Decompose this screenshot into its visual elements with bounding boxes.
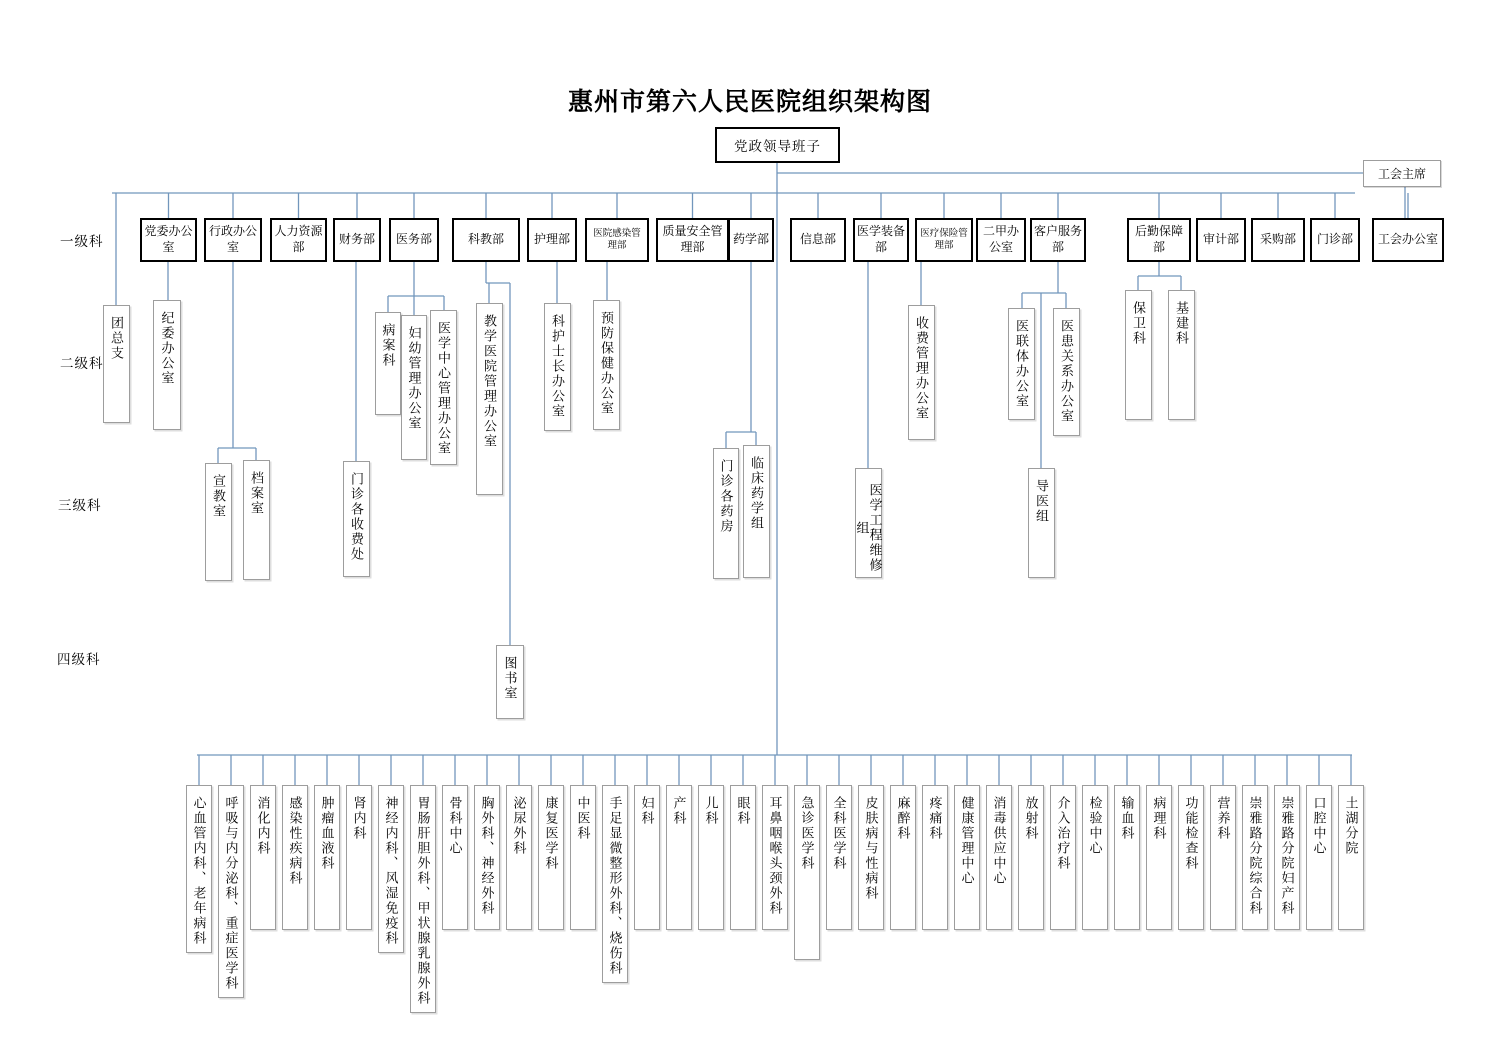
org-node-level1-4: 医务部: [389, 218, 439, 262]
org-node-dept-16: 儿科: [698, 785, 724, 930]
org-node-dept-32: 营养科: [1210, 785, 1236, 930]
org-node-level2-12: 基建科: [1168, 290, 1195, 420]
org-node-level1-9: 药学部: [728, 218, 774, 262]
org-node-dept-24: 健康管理中心: [954, 785, 980, 930]
org-node-dept-30: 病理科: [1146, 785, 1172, 930]
org-node-level3-0: 宣教室: [205, 463, 232, 581]
org-node-dept-21: 皮肤病与性病科: [858, 785, 884, 930]
org-node-dept-25: 消毒供应中心: [986, 785, 1012, 930]
org-node-level2-9: 医联体办公室: [1008, 308, 1035, 420]
org-node-dept-20: 全科医学科: [826, 785, 852, 930]
org-node-level2-2: 病案科: [375, 312, 401, 415]
org-node-dept-13: 手足显微整形外科、烧伤科: [602, 785, 628, 983]
org-node-dept-2: 消化内科: [250, 785, 276, 930]
org-node-level1-8: 质量安全管理部: [656, 218, 729, 262]
org-node-dept-36: 土湖分院: [1338, 785, 1364, 930]
org-node-dept-18: 耳鼻咽喉头颈外科: [762, 785, 788, 930]
org-node-dept-3: 感染性疾病科: [282, 785, 308, 930]
org-node-level1-1: 行政办公室: [204, 218, 262, 262]
org-node-level2-4: 医学中心管理办公室: [430, 310, 457, 465]
org-node-level1-0: 党委办公室: [140, 218, 197, 262]
org-node-dept-1: 呼吸与内分泌科、重症医学科: [218, 785, 244, 998]
org-node-dept-11: 康复医学科: [538, 785, 564, 930]
org-node-level1-18: 门诊部: [1310, 218, 1360, 262]
org-node-level2-1: 纪委办公室: [153, 300, 181, 430]
org-node-level3-6: 导医组: [1028, 468, 1055, 578]
org-node-level3-5: 医学工程维修组: [855, 468, 882, 578]
org-node-level3-1: 档案室: [243, 460, 270, 580]
org-node-dept-26: 放射科: [1018, 785, 1044, 930]
org-node-level1-14: 客户服务部: [1030, 218, 1086, 262]
org-node-level1-2: 人力资源部: [270, 218, 327, 262]
org-node-dept-9: 胸外科、神经外科: [474, 785, 500, 930]
org-node-level1-11: 医学装备部: [853, 218, 909, 262]
org-node-level1-13: 二甲办公室: [976, 218, 1026, 262]
org-node-dept-19: 急诊医学科: [794, 785, 820, 960]
org-node-level1-10: 信息部: [790, 218, 846, 262]
row-label-1: 一级科: [60, 234, 104, 249]
org-node-dept-10: 泌尿外科: [506, 785, 532, 930]
org-node-dept-17: 眼科: [730, 785, 756, 930]
org-node-dept-12: 中医科: [570, 785, 596, 930]
org-node-dept-8: 骨科中心: [442, 785, 468, 930]
org-node-union-chair: 工会主席: [1363, 160, 1441, 187]
org-node-level3-2: 门诊各收费处: [343, 461, 370, 577]
org-node-level1-3: 财务部: [333, 218, 381, 262]
org-node-dept-22: 麻醉科: [890, 785, 916, 930]
org-node-dept-14: 妇科: [634, 785, 660, 930]
org-node-dept-23: 疼痛科: [922, 785, 948, 930]
org-node-level2-8: 收费管理办公室: [908, 305, 935, 440]
org-node-dept-28: 检验中心: [1082, 785, 1108, 930]
org-node-dept-6: 神经内科、风湿免疫科: [378, 785, 404, 953]
org-node-dept-4: 肿瘤血液科: [314, 785, 340, 930]
org-node-dept-31: 功能检查科: [1178, 785, 1204, 930]
org-node-dept-33: 崇雅路分院综合科: [1242, 785, 1268, 930]
org-node-level2-0: 团总支: [103, 305, 130, 423]
org-node-dept-29: 输血科: [1114, 785, 1140, 930]
org-node-level1-5: 科教部: [452, 218, 520, 262]
org-node-level1-7: 医院感染管理部: [585, 218, 649, 262]
org-node-dept-5: 肾内科: [346, 785, 372, 930]
chart-title: 惠州市第六人民医院组织架构图: [568, 89, 933, 116]
org-node-dept-35: 口腔中心: [1306, 785, 1332, 930]
org-node-level3-4: 临床药学组: [743, 445, 770, 578]
org-node-dept-15: 产科: [666, 785, 692, 930]
row-label-2: 二级科: [60, 356, 104, 371]
org-node-level1-17: 采购部: [1251, 218, 1305, 262]
org-node-level2-5: 教学医院管理办公室: [476, 303, 503, 495]
org-node-level2-3: 妇幼管理办公室: [401, 315, 427, 460]
org-node-level2-11: 保卫科: [1125, 290, 1152, 420]
org-node-level1-6: 护理部: [527, 218, 577, 262]
org-node-level4-0: 图书室: [496, 645, 524, 719]
org-node-dept-7: 胃肠肝胆外科、甲状腺乳腺外科: [410, 785, 436, 1013]
org-node-level2-6: 科护士长办公室: [544, 303, 571, 431]
org-node-level1-16: 审计部: [1196, 218, 1246, 262]
org-node-root: 党政领导班子: [715, 127, 840, 163]
org-node-level2-7: 预防保健办公室: [593, 300, 620, 430]
org-node-level1-12: 医疗保险管理部: [915, 218, 973, 262]
org-node-level1-15: 后勤保障部: [1127, 218, 1191, 262]
org-node-level2-10: 医患关系办公室: [1053, 308, 1080, 436]
row-label-4: 四级科: [57, 652, 101, 667]
org-node-dept-0: 心血管内科、老年病科: [186, 785, 212, 953]
org-node-dept-34: 崇雅路分院妇产科: [1274, 785, 1300, 930]
org-node-level3-3: 门诊各药房: [713, 448, 739, 579]
row-label-3: 三级科: [58, 498, 102, 513]
org-node-level1-19: 工会办公室: [1372, 218, 1444, 262]
org-node-dept-27: 介入治疗科: [1050, 785, 1076, 930]
